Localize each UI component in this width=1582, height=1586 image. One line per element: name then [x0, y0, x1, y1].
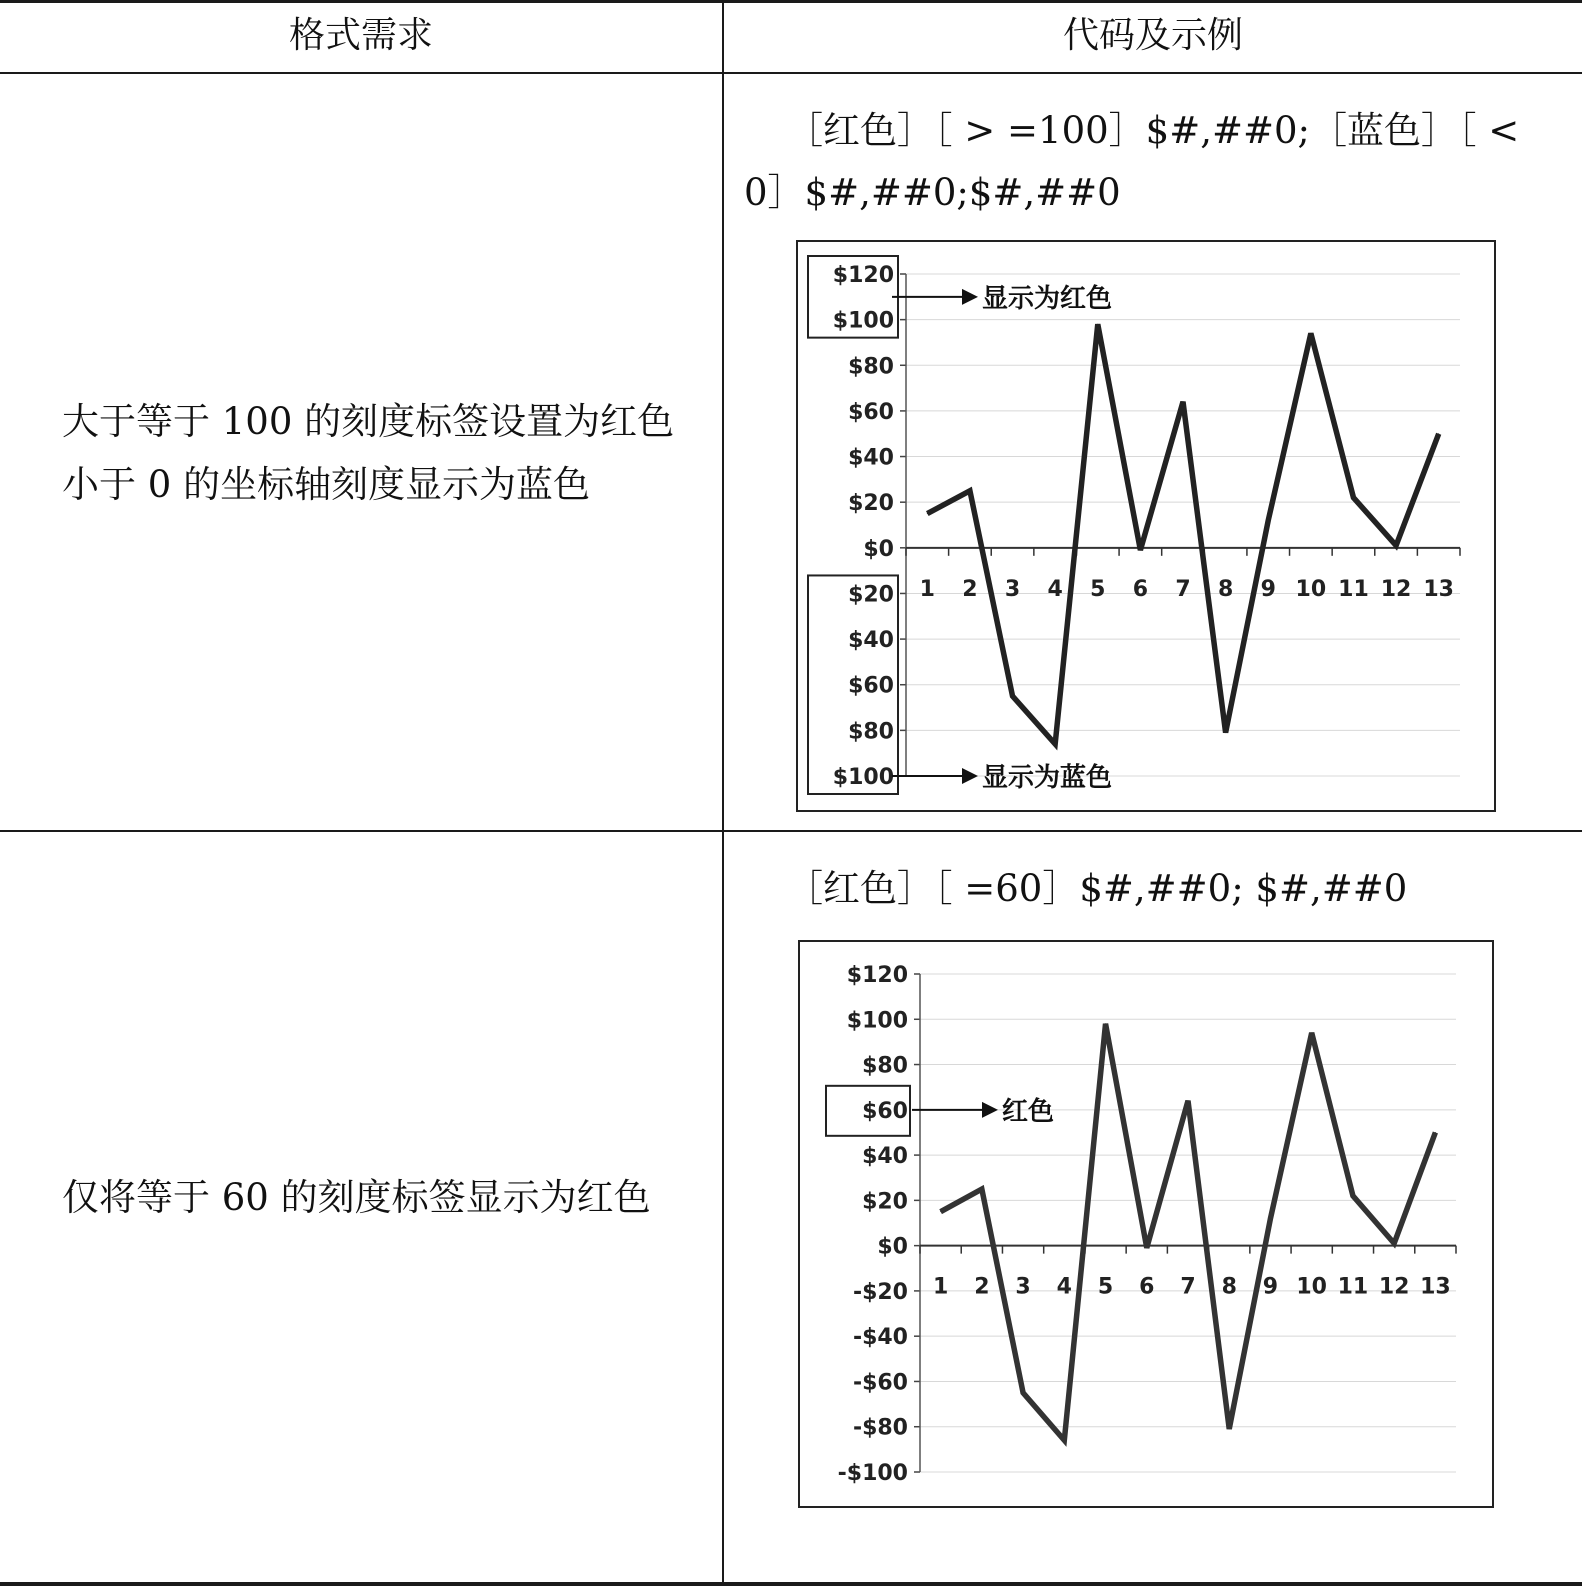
annotation-arrow-head — [962, 768, 978, 784]
y-tick-label: $40 — [848, 445, 894, 471]
table-bottom-border — [0, 1582, 1582, 1586]
data-point — [969, 490, 970, 491]
requirement-line: 小于 0 的坐标轴刻度显示为蓝色 — [62, 463, 591, 506]
requirement-line: 大于等于 100 的刻度标签设置为红色 — [62, 400, 675, 443]
annotation-label: 显示为红色 — [982, 283, 1113, 314]
y-tick-label: -$40 — [852, 1325, 908, 1351]
x-tick-label: 2 — [974, 1274, 990, 1300]
x-tick-label: 4 — [1056, 1274, 1072, 1300]
y-tick-label: $60 — [848, 673, 894, 699]
chart-example-2 — [798, 940, 1494, 1508]
x-tick-label: 12 — [1380, 576, 1412, 602]
x-tick-label: 9 — [1262, 1274, 1279, 1300]
requirement-text-row2 — [62, 1166, 651, 1229]
chart-2-svg — [800, 942, 1492, 1506]
y-tick-label: $100 — [832, 308, 894, 334]
x-tick-label: 3 — [1015, 1274, 1031, 1300]
x-tick-label: 10 — [1296, 1274, 1328, 1300]
data-point — [940, 1211, 941, 1212]
x-tick-label: 9 — [1260, 576, 1276, 602]
data-point — [1311, 1032, 1312, 1033]
data-point — [1097, 324, 1098, 325]
annotation-label: 显示为蓝色 — [982, 763, 1113, 793]
annotation-arrow-head — [962, 289, 978, 305]
annotation-arrow-head — [982, 1102, 998, 1118]
row-divider — [0, 830, 1582, 832]
data-point — [1140, 550, 1141, 551]
format-code-row2: ［红色］［ =60］$#,##0; $#,##0 — [786, 867, 1408, 910]
data-point — [1396, 545, 1397, 546]
data-point — [1352, 1195, 1353, 1196]
y-tick-label: $80 — [848, 719, 894, 745]
data-point — [1268, 520, 1269, 521]
x-tick-label: 5 — [1097, 1274, 1114, 1300]
y-tick-label: -$100 — [837, 1461, 908, 1486]
y-tick-label: $20 — [848, 491, 894, 517]
data-point — [927, 513, 928, 514]
y-tick-label: $120 — [832, 263, 894, 288]
x-tick-label: 5 — [1090, 576, 1106, 602]
data-point — [1064, 1440, 1065, 1441]
column-divider — [722, 0, 724, 1586]
y-tick-label: $100 — [846, 1008, 908, 1034]
header-format-requirement: 格式需求 — [288, 15, 433, 56]
data-point — [1229, 1428, 1230, 1429]
data-point — [1435, 1132, 1436, 1133]
x-tick-label: 6 — [1132, 576, 1149, 602]
x-tick-label: 6 — [1139, 1274, 1155, 1300]
x-tick-label: 10 — [1295, 576, 1327, 602]
series-line — [941, 1024, 1436, 1441]
requirement-text-row1 — [62, 390, 674, 516]
chart-1-svg — [798, 242, 1494, 810]
x-tick-label: 13 — [1420, 1274, 1451, 1300]
data-point — [1270, 1218, 1271, 1219]
x-tick-label: 1 — [919, 576, 935, 602]
data-point — [1438, 433, 1439, 434]
y-tick-label: $40 — [862, 1144, 908, 1170]
data-point — [1105, 1023, 1106, 1024]
data-point — [1146, 1247, 1147, 1248]
y-tick-label: $40 — [848, 628, 894, 654]
y-tick-label: $120 — [846, 963, 908, 988]
x-tick-label: 4 — [1047, 576, 1063, 602]
y-tick-label: $20 — [862, 1189, 908, 1215]
y-tick-label: -$60 — [852, 1370, 908, 1396]
y-tick-label: $60 — [862, 1098, 908, 1124]
chart-example-1 — [796, 240, 1496, 812]
x-tick-label: 8 — [1221, 1274, 1237, 1300]
data-point — [1310, 333, 1311, 334]
x-tick-label: 11 — [1338, 576, 1369, 602]
y-tick-label: $100 — [832, 765, 894, 790]
requirement-line: 仅将等于 60 的刻度标签显示为红色 — [62, 1176, 651, 1219]
x-tick-label: 7 — [1175, 576, 1191, 602]
y-tick-label: -$20 — [852, 1279, 908, 1305]
y-tick-label: $80 — [848, 354, 894, 380]
data-point — [1394, 1243, 1395, 1244]
data-point — [1055, 744, 1056, 745]
data-point — [1353, 497, 1354, 498]
header-bottom-border — [0, 72, 1582, 74]
header-code-and-example: 代码及示例 — [1062, 15, 1243, 56]
y-tick-label: $0 — [863, 536, 894, 562]
y-tick-label: $80 — [862, 1053, 908, 1079]
x-tick-label: 2 — [962, 576, 978, 602]
annotation-label: 红色 — [1002, 1096, 1055, 1127]
x-tick-label: 3 — [1004, 576, 1021, 602]
data-point — [981, 1189, 982, 1190]
x-tick-label: 7 — [1180, 1274, 1196, 1300]
x-tick-label: 1 — [932, 1274, 949, 1300]
series-line — [927, 324, 1438, 744]
x-tick-label: 8 — [1217, 576, 1234, 602]
data-point — [1012, 696, 1013, 697]
data-point — [1188, 1100, 1189, 1101]
data-point — [1183, 401, 1184, 402]
data-point — [1225, 732, 1226, 733]
y-tick-label: $60 — [848, 399, 894, 425]
x-tick-label: 11 — [1337, 1274, 1369, 1300]
format-code-row1: ［红色］［ > =100］$#,##0;［蓝色］［ <0］$#,##0;$#,##0 — [744, 109, 1520, 214]
x-tick-label: 13 — [1423, 576, 1455, 602]
x-tick-label: 12 — [1378, 1274, 1410, 1300]
y-tick-label: $0 — [877, 1234, 908, 1260]
y-tick-label: $20 — [848, 582, 894, 608]
data-point — [1023, 1392, 1024, 1393]
y-tick-label: -$80 — [852, 1415, 908, 1441]
